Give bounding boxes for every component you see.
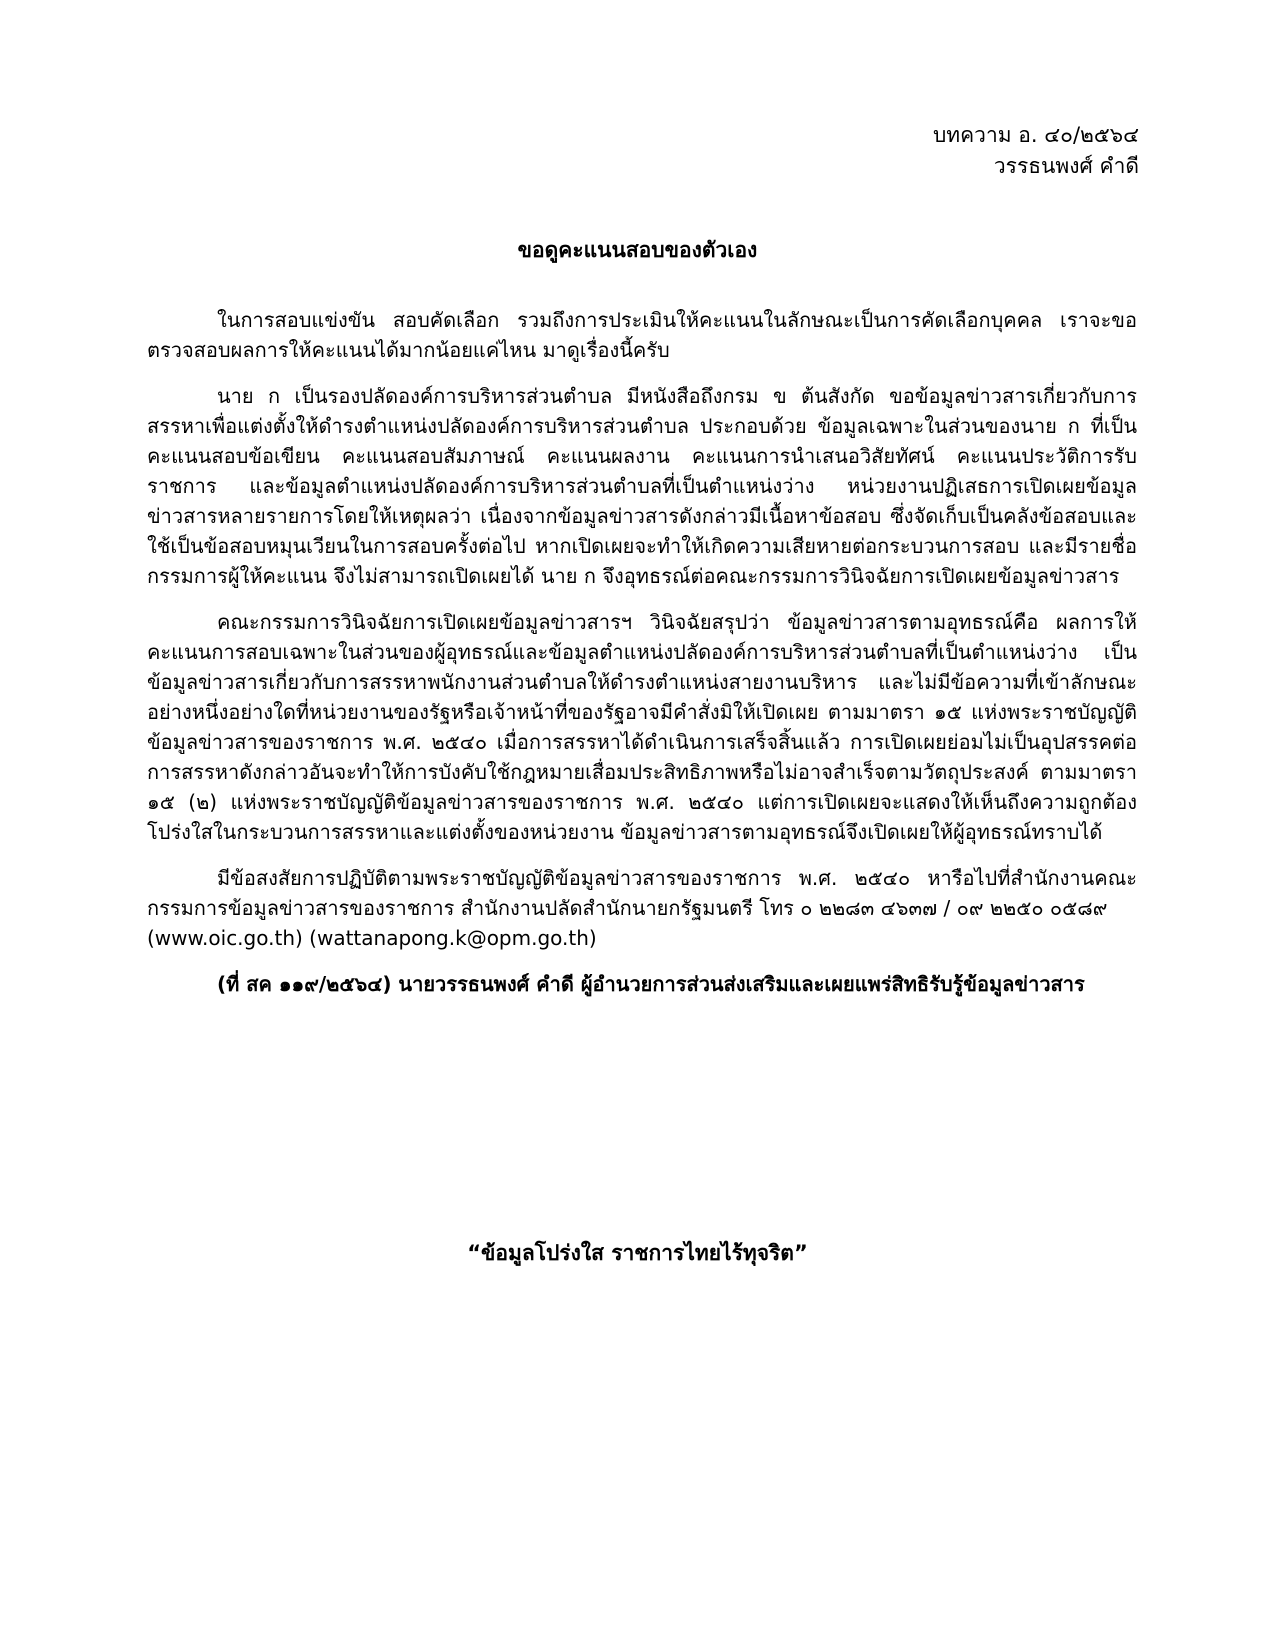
article-body	[147, 305, 1137, 1015]
contact-urls[interactable]: (www.oic.go.th) (wattanapong.k@opm.go.th)	[147, 926, 597, 950]
paragraph-intro: ในการสอบแข่งขัน สอบคัดเลือก รวมถึงการประเมินให้คะแนนในลักษณะเป็นการคัดเลือกบุคคล เราจะขอตรวจสอบผลการให้คะแนนได้มากน้อยแค่ไหน มาดูเรื่องนี้ครับ	[147, 308, 1137, 362]
paragraph-case: นาย ก เป็นรองปลัดองค์การบริหารส่วนตำบล มีหนังสือถึงกรม ข ต้นสังกัด ขอข้อมูลข่าวสารเกี่ยวกับการสรรหาเพื่อแต่งตั้งให้ดำรงตำแหน่งปลัดองค์การบริหารส่วนตำบล ประกอบด้วย ข้อมูลเฉพาะในส่วนของนาย ก ที่เป็นคะแนนสอบข้อเขียน คะแนนสอบสัมภาษณ์ คะแนนผลงาน คะแนนการนำเสนอวิสัยทัศน์ คะแนนประวัติการรับราชการ และข้อมูลตำแหน่งปลัดองค์การบริหารส่วนตำบลที่เป็นตำแหน่งว่าง หน่วยงานปฏิเสธการเปิดเผยข้อมูลข่าวสารหลายรายการโดยให้เหตุผลว่า เนื่องจากข้อมูลข่าวสารดังกล่าวมีเนื้อหาข้อสอบ ซึ่งจัดเก็บเป็นคลังข้อสอบและใช้เป็นข้อสอบหมุนเวียนในการสอบครั้งต่อไป หากเปิดเผยจะทำให้เกิดความเสียหายต่อกระบวนการสอบ และมีรายชื่อกรรมการผู้ให้คะแนน จึงไม่สามารถเปิดเผยได้ นาย ก จึงอุทธรณ์ต่อคณะกรรมการวินิจฉัยการเปิดเผยข้อมูลข่าวสาร	[147, 384, 1137, 588]
paragraph-decision: คณะกรรมการวินิจฉัยการเปิดเผยข้อมูลข่าวสารฯ วินิจฉัยสรุปว่า ข้อมูลข่าวสารตามอุทธรณ์คือ ผลการให้คะแนนการสอบเฉพาะในส่วนของผู้อุทธรณ์และข้อมูลตำแหน่งปลัดองค์การบริหารส่วนตำบลที่เป็นตำแหน่งว่าง เป็นข้อมูลข่าวสารเกี่ยวกับการสรรหาพนักงานส่วนตำบลให้ดำรงตำแหน่งสายงานบริหาร และไม่มีข้อความที่เข้าลักษณะอย่างหนึ่งอย่างใดที่หน่วยงานของรัฐหรือเจ้าหน้าที่ของรัฐอาจมีคำสั่งมิให้เปิดเผย ตามมาตรา ๑๕ แห่งพระราชบัญญัติข้อมูลข่าวสารของราชการ พ.ศ. ๒๕๔๐ เมื่อการสรรหาได้ดำเนินการเสร็จสิ้นแล้ว การเปิดเผยย่อมไม่เป็นอุปสรรคต่อการสรรหาดังกล่าวอันจะทำให้การบังคับใช้กฎหมายเสื่อมประสิทธิภาพหรือไม่อาจสำเร็จตามวัตถุประสงค์ ตามมาตรา ๑๕ (๒) แห่งพระราชบัญญัติข้อมูลข่าวสารของราชการ พ.ศ. ๒๕๔๐ แต่การเปิดเผยจะแสดงให้เห็นถึงความถูกต้องโปร่งใสในกระบวนการสรรหาและแต่งตั้งของหน่วยงาน ข้อมูลข่าวสารตามอุทธรณ์จึงเปิดเผยให้ผู้อุทธรณ์ทราบได้	[147, 610, 1137, 844]
author-name: วรรธนพงศ์ คำดี	[993, 154, 1139, 178]
article-header	[933, 120, 1139, 182]
slogan: “ข้อมูลโปร่งใส ราชการไทยไร้ทุจริต”	[467, 1241, 808, 1265]
article-title: ขอดูคะแนนสอบของตัวเอง	[517, 238, 758, 262]
article-number: บทความ อ. ๔๐/๒๕๖๔	[932, 123, 1139, 147]
signature-line: (ที่ สค ๑๑๙/๒๕๖๔) นายวรรธนพงศ์ คำดี ผู้อำนวยการส่วนส่งเสริมและเผยแพร่สิทธิรับรู้ข้อมูลข่าวสาร	[217, 972, 1085, 996]
contact-paragraph	[147, 863, 1137, 953]
contact-text: มีข้อสงสัยการปฏิบัติตามพระราชบัญญัติข้อมูลข่าวสารของราชการ พ.ศ. ๒๕๔๐ หารือไปที่สำนักงานคณะกรรมการข้อมูลข่าวสารของราชการ สำนักงานปลัดสำนักนายกรัฐมนตรี โทร ๐ ๒๒๘๓ ๔๖๓๗ / ๐๙ ๒๒๕๐ ๐๕๘๙	[147, 866, 1137, 920]
